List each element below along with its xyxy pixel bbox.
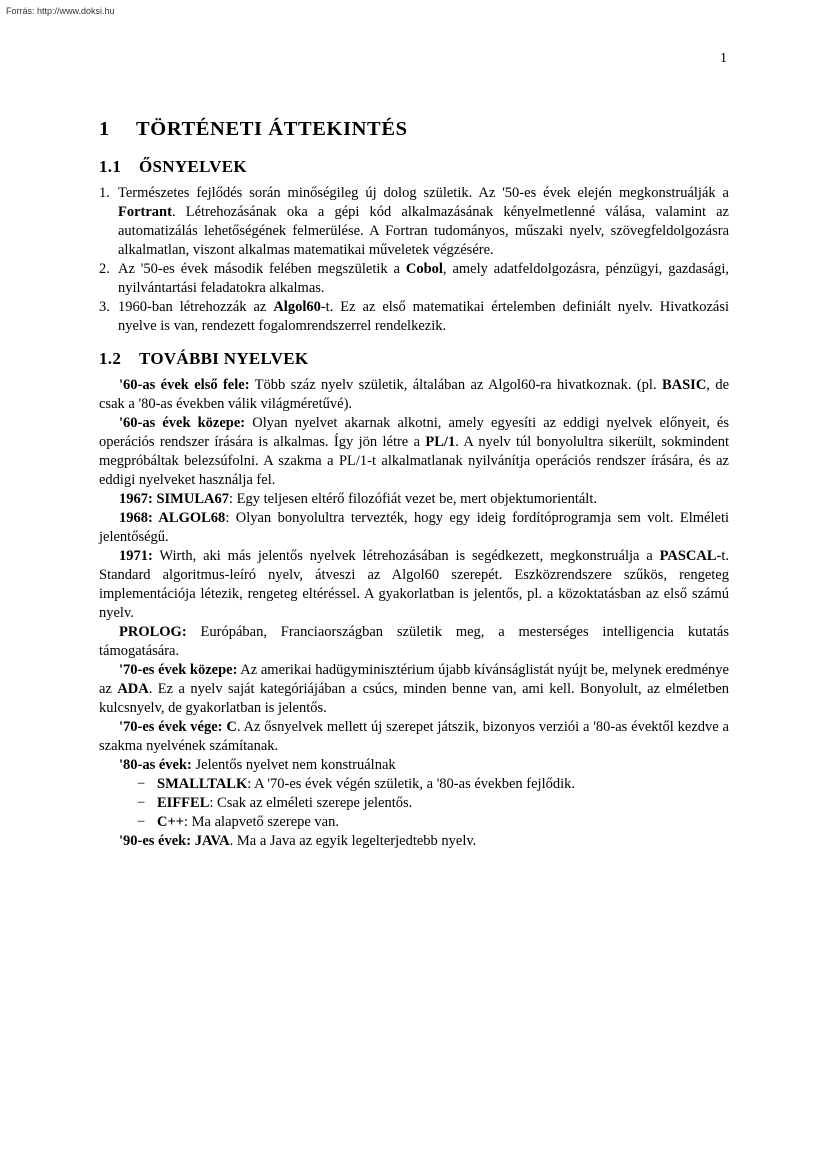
paragraph (99, 490, 729, 509)
chapter-title: TÖRTÉNETI ÁTTEKINTÉS (136, 118, 408, 140)
list-item (99, 260, 729, 298)
dash-marker: − (137, 795, 146, 811)
list-item (99, 184, 729, 260)
paragraph (99, 623, 729, 661)
paragraph-lead: '70-es évek vége: C (119, 719, 237, 735)
list-marker: 3. (99, 299, 110, 315)
section-heading-1-1 (99, 156, 729, 178)
paragraph-lead: 1968: ALGOL68 (119, 510, 226, 526)
paragraph-text: . Az ősnyelvek mellett új szerepet játszik, bizonyos verziói a '80-as évektől kezdve a szakma nyelvének számítanak. (99, 719, 729, 754)
item-text: Természetes fejlődés során minőségileg új dolog születik. Az '50-es évek elején megkonstruálják a (118, 185, 729, 201)
paragraph-text: Európában, Franciaországban születik meg, a mesterséges intelligencia kutatás támogatására. (99, 624, 729, 659)
item-bold: Cobol (405, 261, 443, 277)
item-text: -t. Ez az első matematikai értelemben definiált nyelv. Hivatkozási nyelve is van, rendezett fogalomrendszerrel rendelkezik. (118, 299, 730, 334)
paragraph-lead: '80-as évek: (119, 757, 192, 773)
paragraph (99, 832, 729, 851)
list-item (99, 298, 729, 336)
item-bold: Fortrant (118, 204, 172, 220)
item-text: : Csak az elméleti szerepe jelentős. (209, 795, 413, 811)
item-text: . Létrehozásának oka a gépi kód alkalmazásának kényelmetlenné válása, valamint az automatizálás lehetőségének felmerülése. A Fortran tudományos, műszaki nyelv, szövegfeldolgozásra alkalmatlan, viszont alkalmas matematikai műveletek végzésére. (118, 204, 729, 258)
item-bold: EIFFEL (157, 795, 210, 811)
paragraph-text: . Ez a nyelv saját kategóriájában a csúcs, minden benne van, ami kell. Bonyolult, az elméletben kulcsnyelv, de gyakorlatban is jelentős. (99, 681, 729, 716)
paragraph-text: , de csak a '80-as években válik világméretűvé). (99, 377, 730, 412)
paragraph-lead: '60-as évek közepe: (119, 415, 246, 431)
dash-marker: − (137, 814, 146, 830)
paragraph (99, 661, 729, 718)
item-text: : Ma alapvető szerepe van. (184, 814, 339, 830)
paragraph-bold: ADA (117, 681, 149, 697)
paragraph-lead: PROLOG: (119, 624, 187, 640)
paragraph-text: Jelentős nyelvet nem konstruálnak (191, 757, 396, 773)
paragraph-lead: '90-es évek: JAVA (119, 833, 230, 849)
item-text: Az '50-es évek második felében megszületik a (118, 261, 406, 277)
chapter-number: 1 (99, 118, 110, 140)
document-body (99, 116, 729, 851)
paragraph-text: . A nyelv túl bonyolultra sikerült, sokmindent megpróbáltak belezsúfolni. A szakma a PL/1-t alkalmatlanak nyilvánítja operációs rendszer írására, és az eddigi nyelveket használja fel. (99, 434, 729, 488)
paragraph-text: Olyan nyelvet akarnak alkotni, amely egyesíti az eddigi nyelvek előnyeit, és operációs rendszer írására is alkalmas. Így jön létre a (99, 415, 729, 450)
item-bold: Algol60 (273, 299, 321, 315)
paragraph (99, 414, 729, 490)
list-item (137, 813, 729, 832)
paragraph-text: : Egy teljesen eltérő filozófiát vezet be, mert objektumorientált. (228, 491, 597, 507)
list-item (137, 775, 729, 794)
list-marker: 2. (99, 261, 110, 277)
paragraph-bold: PASCAL (659, 548, 717, 564)
section-number: 1.2 (99, 349, 122, 368)
paragraph (99, 509, 729, 547)
section-heading-1-2 (99, 348, 729, 370)
dash-marker: − (137, 776, 146, 792)
ancient-languages-list (99, 184, 729, 336)
page-number: 1 (720, 51, 727, 66)
item-bold: SMALLTALK (157, 776, 248, 792)
paragraph-bold: BASIC (661, 377, 707, 393)
paragraph-lead: '60-as évek első fele: (119, 377, 250, 393)
section-title: ŐSNYELVEK (139, 157, 247, 176)
list-item (137, 794, 729, 813)
source-note: Forrás: http://www.doksi.hu (6, 6, 115, 16)
paragraph (99, 756, 729, 775)
paragraph-text: -t. Standard algoritmus-leíró nyelv, átveszi az Algol60 szerepét. Eszközrendszere szűkös, rengeteg implementációja létezik, rengeteg eltéréssel. A gyakorlatban is jelentős, pl. a közoktatásban az első számú nyelv. (99, 548, 729, 621)
paragraph-lead: 1967: SIMULA67 (119, 491, 229, 507)
section-number: 1.1 (99, 157, 122, 176)
item-text: , amely adatfeldolgozásra, pénzügyi, gazdasági, nyilvántartási feladatokra alkalmas. (118, 261, 729, 296)
item-bold: C++ (157, 814, 184, 830)
section-title: TOVÁBBI NYELVEK (139, 349, 309, 368)
paragraph-text: Több száz nyelv születik, általában az Algol60-ra hivatkoznak. (pl. (249, 377, 662, 393)
paragraph (99, 376, 729, 414)
paragraph-lead: '70-es évek közepe: (119, 662, 238, 678)
paragraph-text: . Ma a Java az egyik legelterjedtebb nyelv. (229, 833, 477, 849)
paragraph-text: : Olyan bonyolultra tervezték, hogy egy ideig fordítóprogramja sem volt. Elméleti jelentőségű. (99, 510, 729, 545)
paragraph-text: Az amerikai hadügyminisztérium újabb kívánságlistát nyújt be, melynek eredménye az (99, 662, 729, 697)
list-marker: 1. (99, 185, 110, 201)
chapter-heading (99, 116, 729, 142)
item-text: : A '70-es évek végén születik, a '80-as években fejlődik. (247, 776, 576, 792)
paragraph-bold: PL/1 (425, 434, 456, 450)
paragraph-lead: 1971: (119, 548, 153, 564)
eighties-languages-list (99, 775, 729, 832)
paragraph-text: Wirth, aki más jelentős nyelvek létrehozásában is segédkezett, megkonstruálja a (152, 548, 660, 564)
paragraph (99, 718, 729, 756)
item-text: 1960-ban létrehozzák az (118, 299, 274, 315)
paragraph (99, 547, 729, 623)
